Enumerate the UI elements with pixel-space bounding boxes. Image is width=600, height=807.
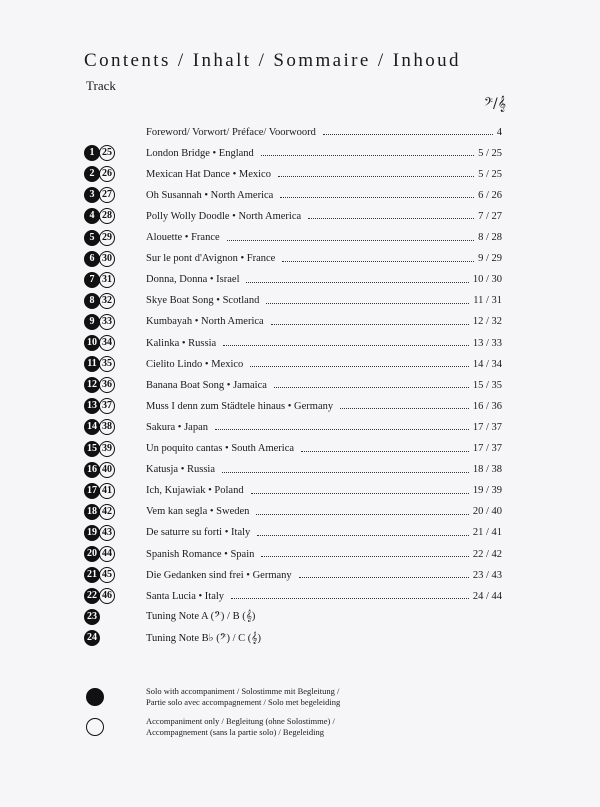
track-numbers: [84, 166, 146, 182]
toc-entry: [84, 481, 502, 501]
solo-track-badge: 3: [84, 187, 100, 203]
entry-title: Kumbayah • North America: [146, 316, 264, 328]
entry-title: De saturre su forti • Italy: [146, 527, 251, 539]
page-numbers: 4: [496, 126, 502, 138]
track-numbers: [84, 398, 146, 414]
entry-title: Kalinka • Russia: [146, 337, 217, 349]
toc-entry: [84, 354, 502, 374]
page-numbers: 9 / 29: [478, 253, 502, 265]
dot-leader: [282, 260, 474, 262]
track-numbers: [84, 377, 146, 393]
dot-leader: [215, 428, 469, 430]
dot-leader: [256, 513, 468, 515]
page-numbers: 5 / 25: [478, 168, 502, 180]
solo-track-badge: 9: [84, 314, 100, 330]
entry-title: Vem kan segla • Sweden: [146, 506, 250, 518]
page-numbers: 6 / 26: [478, 189, 502, 201]
entry-title: Cielito Lindo • Mexico: [146, 358, 244, 370]
bass-treble-clef-icon: 𝄢/𝄞: [484, 96, 506, 112]
accompaniment-track-badge: 28: [99, 208, 115, 224]
dot-leader: [266, 302, 469, 304]
dot-leader: [222, 471, 469, 473]
entry-title: Die Gedanken sind frei • Germany: [146, 569, 292, 581]
track-numbers: [84, 630, 146, 646]
dot-leader: [299, 576, 469, 578]
toc-entry: [84, 375, 502, 395]
page-numbers: 7 / 27: [478, 210, 502, 222]
track-numbers: [84, 462, 146, 478]
toc-entry: [84, 143, 502, 163]
solo-track-badge: 7: [84, 272, 100, 288]
solo-track-badge: 1: [84, 145, 100, 161]
solo-track-badge: 11: [84, 356, 100, 372]
dot-leader: [223, 344, 469, 346]
solo-track-badge: 13: [84, 398, 100, 414]
track-numbers: [84, 335, 146, 351]
toc-entry: [84, 628, 502, 648]
accompaniment-track-badge: 39: [99, 441, 115, 457]
toc-entry: [84, 502, 502, 522]
toc-entry: [84, 586, 502, 606]
toc-entry: [84, 565, 502, 585]
toc-entry: [84, 460, 502, 480]
dot-leader: [274, 386, 469, 388]
dot-leader: [340, 407, 469, 409]
toc-entry: [84, 607, 502, 627]
page-numbers: 17 / 37: [472, 443, 502, 454]
entry-title: Muss I denn zum Städtele hinaus • Germany: [146, 400, 334, 412]
toc-entry: [84, 270, 502, 290]
dot-leader: [278, 175, 474, 177]
track-numbers: [84, 356, 146, 372]
toc-entry: [84, 396, 502, 416]
page-numbers: 23 / 43: [472, 569, 502, 581]
legend-accompaniment-line2: Accompagnement (sans la partie solo) / Begeleiding: [146, 727, 324, 737]
solo-track-badge: 5: [84, 230, 100, 246]
toc-entry: [84, 523, 502, 543]
entry-title: Katusja • Russia: [146, 464, 216, 476]
accompaniment-track-badge: 44: [99, 546, 115, 562]
solo-track-badge: 16: [84, 462, 100, 478]
toc-entry: [84, 291, 502, 311]
solo-track-badge: 14: [84, 419, 100, 435]
accompaniment-track-badge: 30: [99, 251, 115, 267]
track-numbers: [84, 251, 146, 267]
track-numbers: [84, 293, 146, 309]
legend-solo-line1: Solo with accompaniment / Solostimme mit Begleitung /: [146, 686, 340, 696]
page-numbers: 16 / 36: [472, 400, 502, 412]
solo-track-badge: 17: [84, 483, 100, 499]
legend-solo: [86, 686, 340, 708]
dot-leader: [250, 365, 469, 367]
track-numbers: [84, 483, 146, 499]
solo-track-badge: 4: [84, 208, 100, 224]
accompaniment-track-badge: 25: [99, 145, 115, 161]
solo-track-badge: 24: [84, 630, 100, 646]
solo-track-badge: 8: [84, 293, 100, 309]
entry-title: Mexican Hat Dance • Mexico: [146, 168, 271, 180]
entry-title: Foreword/ Vorwort/ Préface/ Voorwoord: [146, 126, 316, 138]
dot-leader: [246, 281, 468, 283]
accompaniment-track-badge: 35: [99, 356, 115, 372]
accompaniment-track-badge: 43: [99, 525, 115, 541]
page-numbers: 21 / 41: [472, 527, 502, 539]
page-numbers: 24 / 44: [472, 590, 502, 602]
page-numbers: 10 / 30: [472, 274, 502, 286]
track-numbers: [84, 504, 146, 520]
entry-title: Santa Lucia • Italy: [146, 590, 225, 602]
entry-title: Alouette • France: [146, 232, 220, 243]
track-numbers: [84, 546, 146, 562]
page-numbers: 17 / 37: [472, 421, 502, 433]
toc-entry: [84, 417, 502, 437]
track-numbers: [84, 441, 146, 457]
accompaniment-track-badge: 46: [99, 588, 115, 604]
accompaniment-track-badge: 38: [99, 419, 115, 435]
solo-track-badge: 22: [84, 588, 100, 604]
page-numbers: 15 / 35: [472, 379, 502, 391]
toc-entry: [84, 333, 502, 353]
dot-leader: [271, 323, 469, 325]
track-numbers: [84, 272, 146, 288]
solo-track-badge: 23: [84, 609, 100, 625]
track-numbers: [84, 609, 146, 625]
legend-accompaniment-text: [146, 716, 335, 738]
track-numbers: [84, 419, 146, 435]
track-numbers: [84, 567, 146, 583]
page-numbers: 20 / 40: [472, 506, 502, 518]
page-numbers: 14 / 34: [472, 358, 502, 370]
legend-solo-text: [146, 686, 340, 708]
filled-circle-icon: [86, 688, 104, 706]
accompaniment-track-badge: 45: [99, 567, 115, 583]
toc-entry: [84, 228, 502, 248]
entry-title: Oh Susannah • North America: [146, 189, 274, 201]
accompaniment-track-badge: 36: [99, 377, 115, 393]
page-title: Contents / Inhalt / Sommaire / Inhoud: [84, 50, 461, 71]
entry-title: Skye Boat Song • Scotland: [146, 295, 260, 307]
solo-track-badge: 15: [84, 441, 100, 457]
entry-title: Sur le pont d'Avignon • France: [146, 253, 276, 265]
toc-entry: [84, 164, 502, 184]
entry-title: Sakura • Japan: [146, 421, 208, 433]
entry-title: Banana Boat Song • Jamaica: [146, 379, 267, 391]
solo-track-badge: 19: [84, 525, 100, 541]
accompaniment-track-badge: 37: [99, 398, 115, 414]
entry-title: Donna, Donna • Israel: [146, 274, 240, 286]
solo-track-badge: 10: [84, 335, 100, 351]
accompaniment-track-badge: 42: [99, 504, 115, 520]
accompaniment-track-badge: 31: [99, 272, 115, 288]
solo-track-badge: 12: [84, 377, 100, 393]
page-numbers: 11 / 31: [473, 295, 502, 307]
dot-leader: [280, 196, 474, 198]
dot-leader: [231, 597, 469, 599]
toc-entry: [84, 185, 502, 205]
solo-track-badge: 18: [84, 504, 100, 520]
page-numbers: 13 / 33: [472, 337, 502, 349]
page-numbers: 19 / 39: [472, 485, 502, 497]
solo-track-badge: 21: [84, 567, 100, 583]
toc-entry: [84, 439, 502, 459]
accompaniment-track-badge: 29: [99, 230, 115, 246]
toc-entry: [84, 249, 502, 269]
page-numbers: 22 / 42: [472, 548, 502, 560]
track-numbers: [84, 525, 146, 541]
accompaniment-track-badge: 32: [99, 293, 115, 309]
solo-track-badge: 2: [84, 166, 100, 182]
solo-track-badge: 6: [84, 251, 100, 267]
page-numbers: 5 / 25: [478, 147, 502, 159]
entry-title: Tuning Note A (𝄢) / B (𝄞): [146, 611, 256, 623]
dot-leader: [261, 555, 468, 557]
toc-entry: [84, 544, 502, 564]
accompaniment-track-badge: 40: [99, 462, 115, 478]
dot-leader: [257, 534, 469, 536]
dot-leader: [261, 154, 474, 156]
solo-track-badge: 20: [84, 546, 100, 562]
accompaniment-track-badge: 27: [99, 187, 115, 203]
accompaniment-track-badge: 34: [99, 335, 115, 351]
legend-accompaniment: [86, 716, 335, 738]
track-numbers: [84, 230, 146, 246]
track-column-label: Track: [86, 78, 116, 93]
entry-title: Un poquito cantas • South America: [146, 443, 295, 454]
entry-title: Tuning Note B♭ (𝄢) / C (𝄞): [146, 632, 261, 644]
toc-entry: [84, 312, 502, 332]
entry-title: Polly Wolly Doodle • North America: [146, 210, 302, 222]
dot-leader: [308, 217, 474, 219]
legend-accompaniment-line1: Accompaniment only / Begleitung (ohne Solostimme) /: [146, 716, 335, 726]
dot-leader: [227, 239, 474, 241]
dot-leader: [301, 450, 469, 452]
page-numbers: 8 / 28: [478, 232, 502, 243]
track-numbers: [84, 588, 146, 604]
track-numbers: [84, 187, 146, 203]
accompaniment-track-badge: 33: [99, 314, 115, 330]
entry-title: Ich, Kujawiak • Poland: [146, 485, 244, 497]
page-numbers: 12 / 32: [472, 316, 502, 328]
accompaniment-track-badge: 41: [99, 483, 115, 499]
dot-leader: [323, 133, 493, 135]
toc-entry: [84, 206, 502, 226]
open-circle-icon: [86, 718, 104, 736]
entry-title: Spanish Romance • Spain: [146, 548, 255, 560]
page-numbers: 18 / 38: [472, 464, 502, 476]
entry-title: London Bridge • England: [146, 147, 254, 159]
track-numbers: [84, 208, 146, 224]
accompaniment-track-badge: 26: [99, 166, 115, 182]
track-numbers: [84, 145, 146, 161]
dot-leader: [251, 492, 469, 494]
track-numbers: [84, 314, 146, 330]
toc-entry: [84, 122, 502, 142]
legend-solo-line2: Partie solo avec accompagnement / Solo met begeleiding: [146, 697, 341, 707]
